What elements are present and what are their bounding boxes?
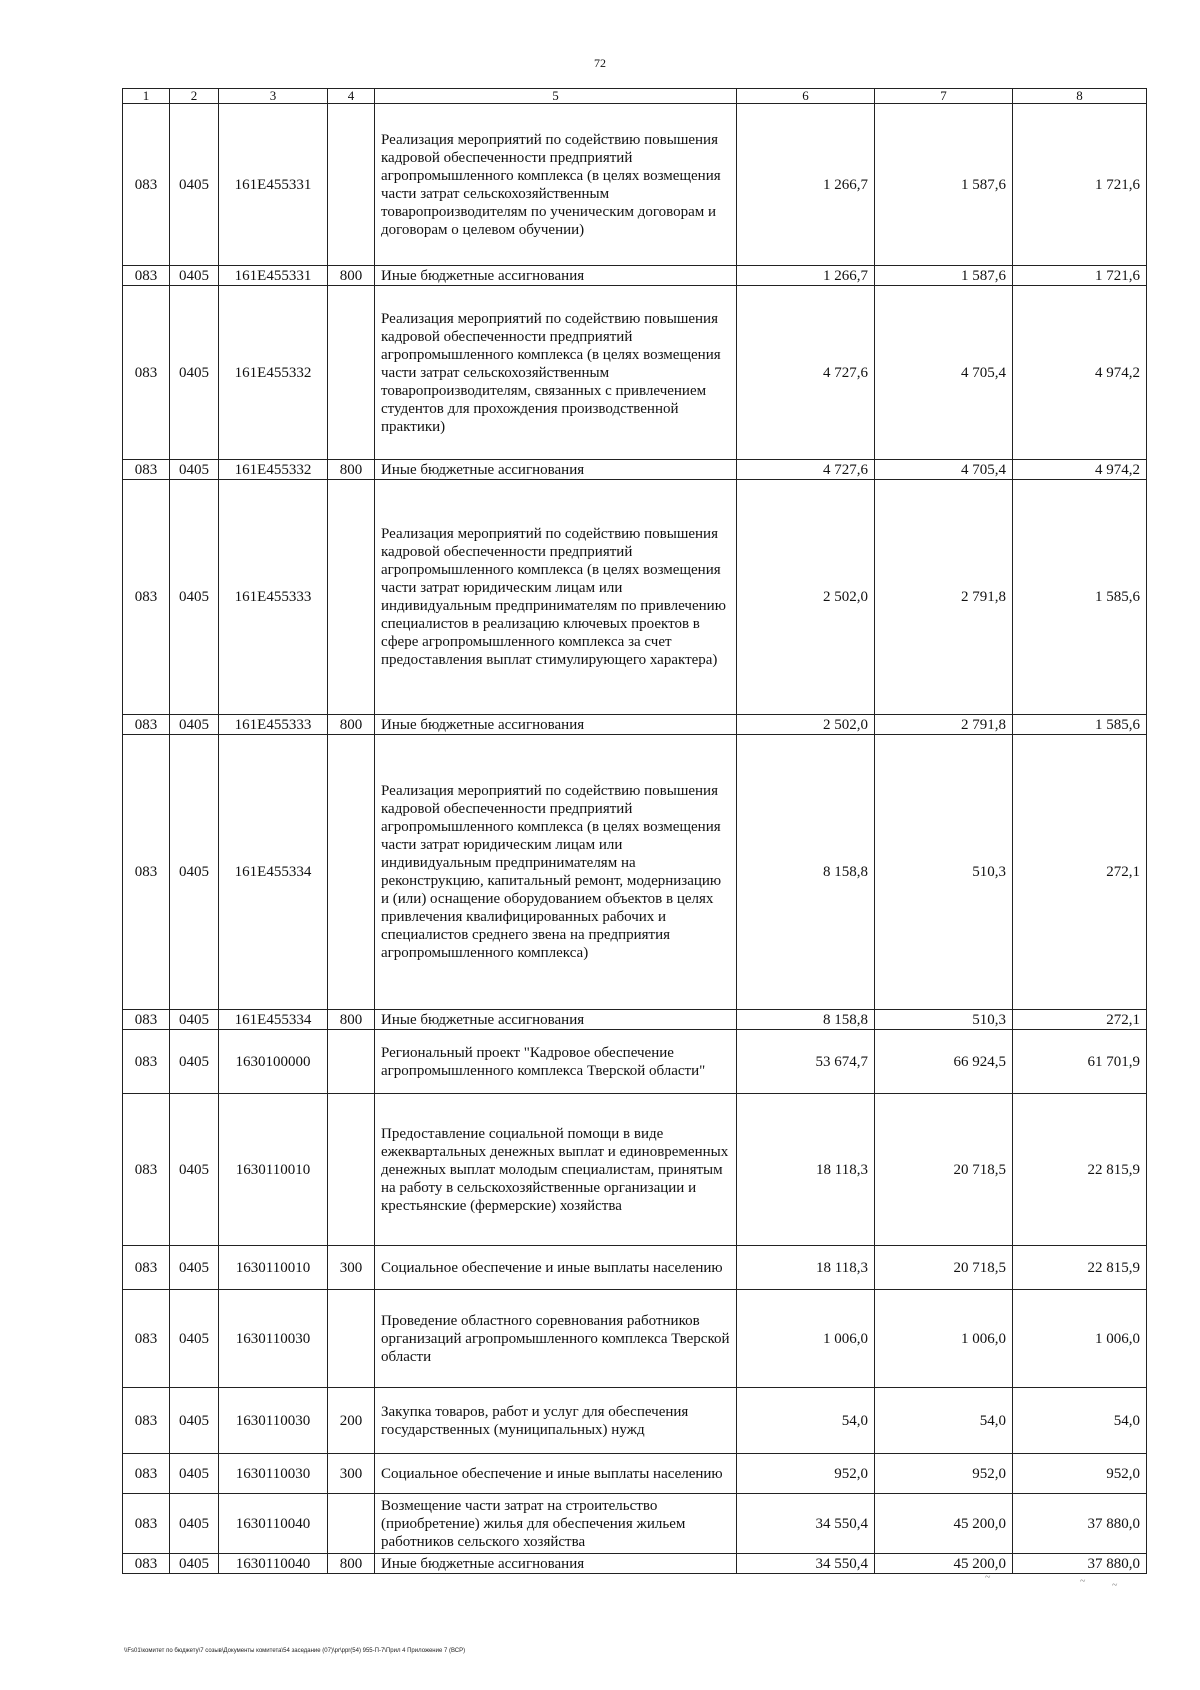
cell-value-col7: 510,3 <box>875 1010 1013 1030</box>
cell-value-col7: 1 587,6 <box>875 104 1013 266</box>
cell-value-col8: 37 880,0 <box>1013 1494 1147 1554</box>
cell-target-code: 1630100000 <box>219 1030 328 1094</box>
cell-target-code: 161E455331 <box>219 266 328 286</box>
cell-name: Реализация мероприятий по содействию повышения кадровой обеспеченности предприятий агропромышленного комплекса (в целях возмещения части затрат юридическим лицам или индивидуальным предпринимателям на реконструкцию, капитальный ремонт, модернизацию и (или) оснащение оборудованием объектов в целях привлечения квалифицированных рабочих и специалистов среднего звена на предприятия агропромышленного комплекса) <box>375 735 737 1010</box>
cell-value-col8: 54,0 <box>1013 1388 1147 1454</box>
cell-value-col7: 45 200,0 <box>875 1554 1013 1574</box>
table-row <box>123 1554 1147 1574</box>
table-row <box>123 266 1147 286</box>
cell-value-col6: 8 158,8 <box>737 1010 875 1030</box>
table-row <box>123 104 1147 266</box>
cell-value-col6: 54,0 <box>737 1388 875 1454</box>
cell-value-col8: 22 815,9 <box>1013 1094 1147 1246</box>
cell-section-code: 0405 <box>170 1246 219 1290</box>
cell-value-col8: 4 974,2 <box>1013 286 1147 460</box>
cell-name: Социальное обеспечение и иные выплаты населению <box>375 1246 737 1290</box>
cell-target-code: 161E455332 <box>219 460 328 480</box>
cell-name: Иные бюджетные ассигнования <box>375 1554 737 1574</box>
cell-value-col8: 1 585,6 <box>1013 480 1147 715</box>
cell-expense-type <box>328 735 375 1010</box>
cell-value-col8: 37 880,0 <box>1013 1554 1147 1574</box>
cell-name: Закупка товаров, работ и услуг для обеспечения государственных (муниципальных) нужд <box>375 1388 737 1454</box>
cell-expense-type: 300 <box>328 1454 375 1494</box>
cell-value-col8: 952,0 <box>1013 1454 1147 1494</box>
cell-name: Реализация мероприятий по содействию повышения кадровой обеспеченности предприятий агропромышленного комплекса (в целях возмещения части затрат юридическим лицам или индивидуальным предпринимателям по привлечению специалистов в реализацию ключевых проектов в сфере агропромышленного комплекса за счет предоставления выплат стимулирующего характера) <box>375 480 737 715</box>
cell-expense-type: 800 <box>328 1554 375 1574</box>
cell-expense-type <box>328 1030 375 1094</box>
column-header-7: 7 <box>875 89 1013 104</box>
cell-section-code: 0405 <box>170 1454 219 1494</box>
cell-value-col7: 1 006,0 <box>875 1290 1013 1388</box>
cell-expense-type <box>328 1290 375 1388</box>
scan-artifact-mark: ~ <box>1112 1580 1118 1591</box>
cell-section-code: 0405 <box>170 1554 219 1574</box>
column-header-3: 3 <box>219 89 328 104</box>
cell-target-code: 1630110010 <box>219 1246 328 1290</box>
cell-value-col7: 66 924,5 <box>875 1030 1013 1094</box>
cell-value-col6: 8 158,8 <box>737 735 875 1010</box>
table-row <box>123 1094 1147 1246</box>
cell-value-col7: 510,3 <box>875 735 1013 1010</box>
cell-value-col7: 952,0 <box>875 1454 1013 1494</box>
cell-section-code: 0405 <box>170 104 219 266</box>
cell-expense-type: 800 <box>328 1010 375 1030</box>
cell-name: Иные бюджетные ассигнования <box>375 1010 737 1030</box>
cell-target-code: 1630110030 <box>219 1388 328 1454</box>
cell-value-col6: 4 727,6 <box>737 460 875 480</box>
cell-expense-type: 800 <box>328 460 375 480</box>
cell-section-code: 0405 <box>170 1388 219 1454</box>
cell-value-col8: 272,1 <box>1013 735 1147 1010</box>
table-row <box>123 1388 1147 1454</box>
cell-value-col6: 53 674,7 <box>737 1030 875 1094</box>
cell-expense-type: 300 <box>328 1246 375 1290</box>
cell-expense-type <box>328 1494 375 1554</box>
cell-section-code: 0405 <box>170 715 219 735</box>
cell-expense-type <box>328 286 375 460</box>
header-row <box>123 89 1147 104</box>
cell-value-col6: 1 006,0 <box>737 1290 875 1388</box>
cell-value-col7: 4 705,4 <box>875 460 1013 480</box>
cell-value-col6: 2 502,0 <box>737 480 875 715</box>
cell-section-code: 0405 <box>170 286 219 460</box>
cell-admin-code: 083 <box>123 1030 170 1094</box>
cell-value-col7: 54,0 <box>875 1388 1013 1454</box>
cell-target-code: 1630110030 <box>219 1290 328 1388</box>
cell-expense-type: 800 <box>328 715 375 735</box>
cell-value-col8: 22 815,9 <box>1013 1246 1147 1290</box>
table-row <box>123 1494 1147 1554</box>
cell-section-code: 0405 <box>170 735 219 1010</box>
cell-section-code: 0405 <box>170 480 219 715</box>
cell-admin-code: 083 <box>123 1094 170 1246</box>
cell-value-col8: 4 974,2 <box>1013 460 1147 480</box>
table-row <box>123 735 1147 1010</box>
cell-target-code: 1630110040 <box>219 1554 328 1574</box>
cell-admin-code: 083 <box>123 735 170 1010</box>
cell-name: Иные бюджетные ассигнования <box>375 715 737 735</box>
column-header-8: 8 <box>1013 89 1147 104</box>
cell-admin-code: 083 <box>123 1290 170 1388</box>
cell-expense-type: 200 <box>328 1388 375 1454</box>
cell-admin-code: 083 <box>123 1246 170 1290</box>
cell-name: Социальное обеспечение и иные выплаты населению <box>375 1454 737 1494</box>
cell-value-col7: 4 705,4 <box>875 286 1013 460</box>
cell-target-code: 1630110040 <box>219 1494 328 1554</box>
cell-admin-code: 083 <box>123 1494 170 1554</box>
cell-admin-code: 083 <box>123 286 170 460</box>
cell-value-col6: 34 550,4 <box>737 1494 875 1554</box>
table-row <box>123 286 1147 460</box>
cell-admin-code: 083 <box>123 715 170 735</box>
cell-expense-type: 800 <box>328 266 375 286</box>
cell-value-col6: 952,0 <box>737 1454 875 1494</box>
cell-value-col7: 45 200,0 <box>875 1494 1013 1554</box>
cell-value-col6: 4 727,6 <box>737 286 875 460</box>
cell-value-col8: 1 721,6 <box>1013 104 1147 266</box>
cell-value-col7: 2 791,8 <box>875 715 1013 735</box>
table-row <box>123 460 1147 480</box>
scan-artifact-mark: ~ <box>1080 1576 1086 1587</box>
cell-value-col8: 272,1 <box>1013 1010 1147 1030</box>
cell-name: Предоставление социальной помощи в виде ежеквартальных денежных выплат и единовременных денежных выплат молодым специалистам, принятым на работу в сельскохозяйственные организации и крестьянские (фермерские) хозяйства <box>375 1094 737 1246</box>
cell-admin-code: 083 <box>123 1388 170 1454</box>
page-number: 72 <box>594 56 606 70</box>
column-header-4: 4 <box>328 89 375 104</box>
table-row <box>123 1010 1147 1030</box>
budget-table <box>122 88 1147 1574</box>
table-row <box>123 715 1147 735</box>
cell-value-col6: 2 502,0 <box>737 715 875 735</box>
cell-section-code: 0405 <box>170 1494 219 1554</box>
cell-section-code: 0405 <box>170 1030 219 1094</box>
table-row <box>123 480 1147 715</box>
cell-expense-type <box>328 480 375 715</box>
column-header-6: 6 <box>737 89 875 104</box>
cell-section-code: 0405 <box>170 1010 219 1030</box>
scan-artifact-mark: ~ <box>985 1572 991 1583</box>
column-header-2: 2 <box>170 89 219 104</box>
cell-admin-code: 083 <box>123 1454 170 1494</box>
cell-admin-code: 083 <box>123 480 170 715</box>
column-header-5: 5 <box>375 89 737 104</box>
cell-target-code: 161E455334 <box>219 1010 328 1030</box>
cell-value-col8: 1 006,0 <box>1013 1290 1147 1388</box>
cell-admin-code: 083 <box>123 1554 170 1574</box>
cell-name: Проведение областного соревнования работников организаций агропромышленного комплекса Тверской области <box>375 1290 737 1388</box>
cell-value-col6: 34 550,4 <box>737 1554 875 1574</box>
cell-section-code: 0405 <box>170 1094 219 1246</box>
cell-value-col6: 1 266,7 <box>737 104 875 266</box>
cell-target-code: 161E455333 <box>219 480 328 715</box>
cell-name: Реализация мероприятий по содействию повышения кадровой обеспеченности предприятий агропромышленного комплекса (в целях возмещения части затрат сельскохозяйственным товаропроизводителям, связанных с привлечением студентов для прохождения производственной практики) <box>375 286 737 460</box>
cell-name: Иные бюджетные ассигнования <box>375 460 737 480</box>
cell-value-col6: 18 118,3 <box>737 1246 875 1290</box>
cell-section-code: 0405 <box>170 460 219 480</box>
cell-expense-type <box>328 104 375 266</box>
cell-section-code: 0405 <box>170 266 219 286</box>
cell-admin-code: 083 <box>123 460 170 480</box>
cell-name: Иные бюджетные ассигнования <box>375 266 737 286</box>
column-header-1: 1 <box>123 89 170 104</box>
table-row <box>123 1290 1147 1388</box>
cell-value-col6: 18 118,3 <box>737 1094 875 1246</box>
cell-admin-code: 083 <box>123 266 170 286</box>
cell-target-code: 161E455332 <box>219 286 328 460</box>
cell-value-col7: 1 587,6 <box>875 266 1013 286</box>
table-row <box>123 1030 1147 1094</box>
cell-target-code: 161E455331 <box>219 104 328 266</box>
cell-target-code: 1630110030 <box>219 1454 328 1494</box>
cell-value-col8: 1 721,6 <box>1013 266 1147 286</box>
cell-target-code: 161E455334 <box>219 735 328 1010</box>
file-path-footer: \\Fs01\комитет по бюджету\7 созыв\Документы комитета\54 заседание (07)\pr\ppr(54) 955-П-7\Прил 4 Приложение 7 (ВСР) <box>124 1648 466 1654</box>
table-row <box>123 1454 1147 1494</box>
cell-value-col8: 1 585,6 <box>1013 715 1147 735</box>
cell-section-code: 0405 <box>170 1290 219 1388</box>
cell-name: Региональный проект "Кадровое обеспечение агропромышленного комплекса Тверской области" <box>375 1030 737 1094</box>
cell-target-code: 161E455333 <box>219 715 328 735</box>
cell-target-code: 1630110010 <box>219 1094 328 1246</box>
cell-admin-code: 083 <box>123 104 170 266</box>
cell-admin-code: 083 <box>123 1010 170 1030</box>
cell-value-col7: 20 718,5 <box>875 1246 1013 1290</box>
cell-expense-type <box>328 1094 375 1246</box>
cell-value-col7: 20 718,5 <box>875 1094 1013 1246</box>
cell-value-col6: 1 266,7 <box>737 266 875 286</box>
cell-name: Возмещение части затрат на строительство (приобретение) жилья для обеспечения жильем работников сельского хозяйства <box>375 1494 737 1554</box>
table-row <box>123 1246 1147 1290</box>
cell-value-col7: 2 791,8 <box>875 480 1013 715</box>
cell-name: Реализация мероприятий по содействию повышения кадровой обеспеченности предприятий агропромышленного комплекса (в целях возмещения части затрат сельскохозяйственным товаропроизводителям по ученическим договорам и договорам о целевом обучении) <box>375 104 737 266</box>
cell-value-col8: 61 701,9 <box>1013 1030 1147 1094</box>
